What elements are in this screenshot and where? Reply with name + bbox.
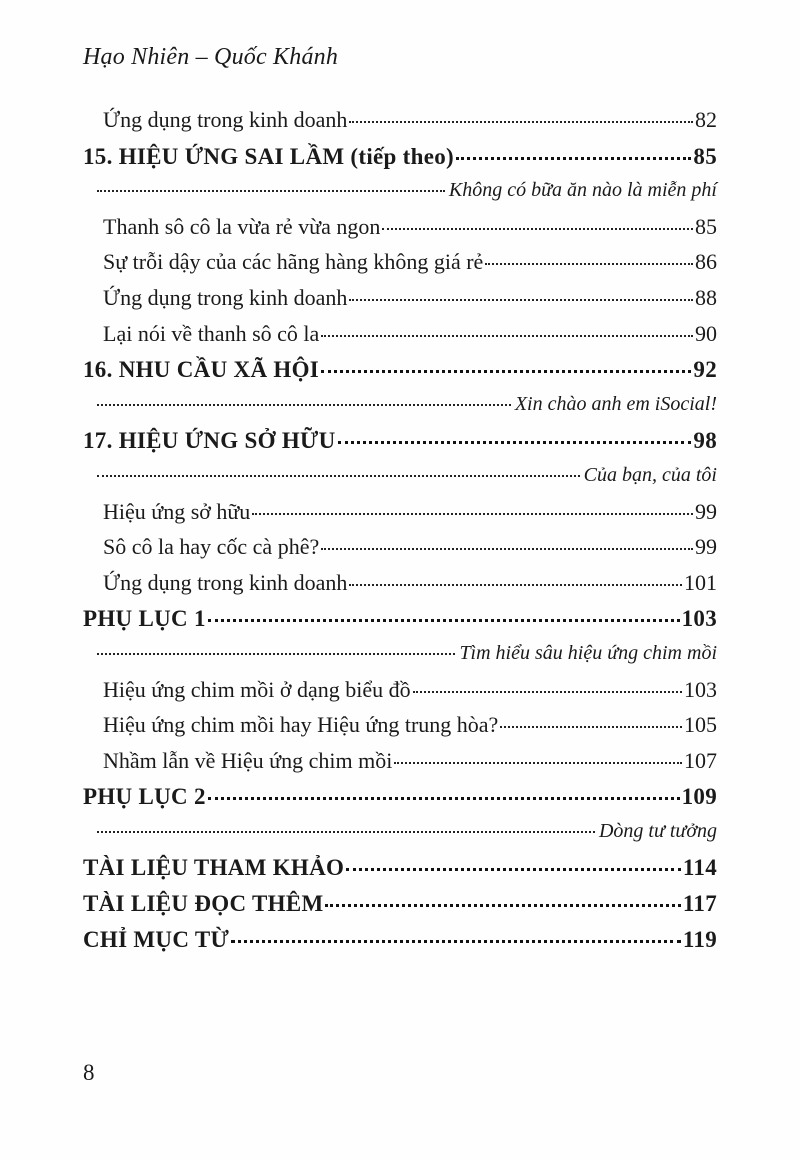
toc-sub-title: Hiệu ứng chim mồi ở dạng biểu đồ (103, 676, 411, 702)
running-header: Hạo Nhiên – Quốc Khánh (83, 44, 339, 70)
toc-sub-title: Thanh sô cô la vừa rẻ vừa ngon (103, 213, 381, 239)
toc-page-number: 107 (684, 747, 717, 773)
dot-leader (208, 596, 680, 622)
toc-chapter-title: TÀI LIỆU ĐỌC THÊM (83, 891, 324, 917)
toc-sub-row (83, 707, 717, 743)
toc-chapter-row (83, 885, 717, 921)
toc-tagline: Tìm hiểu sâu hiệu ứng chim mồi (459, 641, 717, 664)
toc-page-number: 85 (693, 143, 717, 169)
toc-page-number: 99 (695, 498, 717, 524)
toc-sub-row (83, 244, 717, 280)
toc-page-number: 99 (695, 534, 717, 560)
toc-chapter-title: 16. NHU CẦU XÃ HỘI (83, 357, 320, 383)
toc-sub-title: Sự trỗi dậy của các hãng hàng không giá rẻ (103, 249, 484, 275)
toc-tagline-row (83, 173, 717, 209)
toc-chapter-row (83, 600, 717, 636)
toc-sub-title: Sô cô la hay cốc cà phê? (103, 534, 320, 560)
dot-leader (485, 241, 693, 265)
toc-tagline-row (83, 636, 717, 672)
table-of-contents (83, 102, 717, 956)
dot-leader (394, 740, 682, 764)
toc-page-number: 101 (684, 569, 717, 595)
toc-sub-row (83, 280, 717, 316)
dot-leader (97, 633, 455, 655)
toc-sub-row (83, 672, 717, 708)
dot-leader (321, 347, 691, 373)
toc-chapter-row (83, 849, 717, 885)
toc-sub-title: Ứng dụng trong kinh doanh (103, 107, 348, 132)
toc-sub-title: Nhầm lẫn về Hiệu ứng chim mồi (103, 747, 393, 773)
toc-page-number: 119 (682, 926, 717, 952)
toc-tagline: Xin chào anh em iSocial! (514, 392, 717, 415)
toc-page-number: 82 (695, 107, 717, 132)
dot-leader (349, 562, 682, 586)
toc-tagline-row (83, 387, 717, 423)
toc-sub-title: Ứng dụng trong kinh doanh (103, 569, 348, 595)
dot-leader (349, 99, 693, 123)
toc-sub-row (83, 102, 717, 138)
toc-tagline: Không có bữa ăn nào là miễn phí (448, 179, 717, 202)
toc-page-number: 109 (681, 784, 717, 810)
toc-sub-row (83, 209, 717, 245)
dot-leader (321, 313, 693, 337)
toc-tagline: Dòng tư tưởng (598, 819, 717, 842)
toc-tagline: Của bạn, của tôi (583, 463, 717, 486)
toc-sub-title: Hiệu ứng sở hữu (103, 498, 251, 524)
toc-sub-row (83, 494, 717, 530)
dot-leader (231, 917, 681, 943)
toc-page-number: 90 (695, 320, 717, 346)
toc-page-number: 103 (684, 676, 717, 702)
dot-leader (97, 811, 595, 833)
toc-chapter-title: PHỤ LỤC 2 (83, 784, 206, 810)
dot-leader (346, 845, 681, 871)
toc-page-number: 92 (693, 357, 717, 383)
toc-chapter-row (83, 778, 717, 814)
dot-leader (97, 455, 580, 477)
toc-page-number: 86 (695, 249, 717, 275)
toc-chapter-title: 17. HIỆU ỨNG SỞ HỮU (83, 428, 336, 454)
toc-chapter-row (83, 351, 717, 387)
dot-leader (456, 134, 691, 160)
toc-chapter-title: TÀI LIỆU THAM KHẢO (83, 855, 345, 881)
toc-chapter-title: 15. HIỆU ỨNG SAI LẦM (tiếp theo) (83, 143, 454, 169)
toc-chapter-row (83, 138, 717, 174)
toc-tagline-row (83, 814, 717, 850)
dot-leader (325, 881, 680, 907)
toc-chapter-row (83, 921, 717, 957)
toc-sub-title: Ứng dụng trong kinh doanh (103, 284, 348, 310)
toc-page-number: 117 (682, 891, 717, 917)
dot-leader (97, 170, 445, 192)
toc-sub-title: Lại nói về thanh sô cô la (103, 320, 320, 346)
dot-leader (500, 704, 682, 728)
dot-leader (321, 526, 693, 550)
toc-page-number: 105 (684, 712, 717, 738)
dot-leader (413, 669, 682, 693)
toc-chapter-title: PHỤ LỤC 1 (83, 606, 206, 632)
toc-sub-title: Hiệu ứng chim mồi hay Hiệu ứng trung hòa? (103, 712, 499, 738)
toc-sub-row (83, 529, 717, 565)
toc-sub-row (83, 565, 717, 601)
page-number: 8 (83, 1060, 95, 1085)
toc-chapter-title: CHỈ MỤC TỪ (83, 926, 230, 952)
dot-leader (382, 206, 693, 230)
dot-leader (338, 418, 692, 444)
toc-chapter-row (83, 422, 717, 458)
toc-sub-row (83, 743, 717, 779)
toc-page-number: 98 (693, 428, 717, 454)
toc-page-number: 103 (681, 606, 717, 632)
dot-leader (97, 384, 511, 406)
toc-page-number: 88 (695, 284, 717, 310)
toc-tagline-row (83, 458, 717, 494)
toc-sub-row (83, 316, 717, 352)
dot-leader (349, 277, 693, 301)
toc-page-number: 85 (695, 213, 717, 239)
dot-leader (208, 774, 680, 800)
dot-leader (252, 491, 693, 515)
toc-page-number: 114 (682, 855, 717, 881)
